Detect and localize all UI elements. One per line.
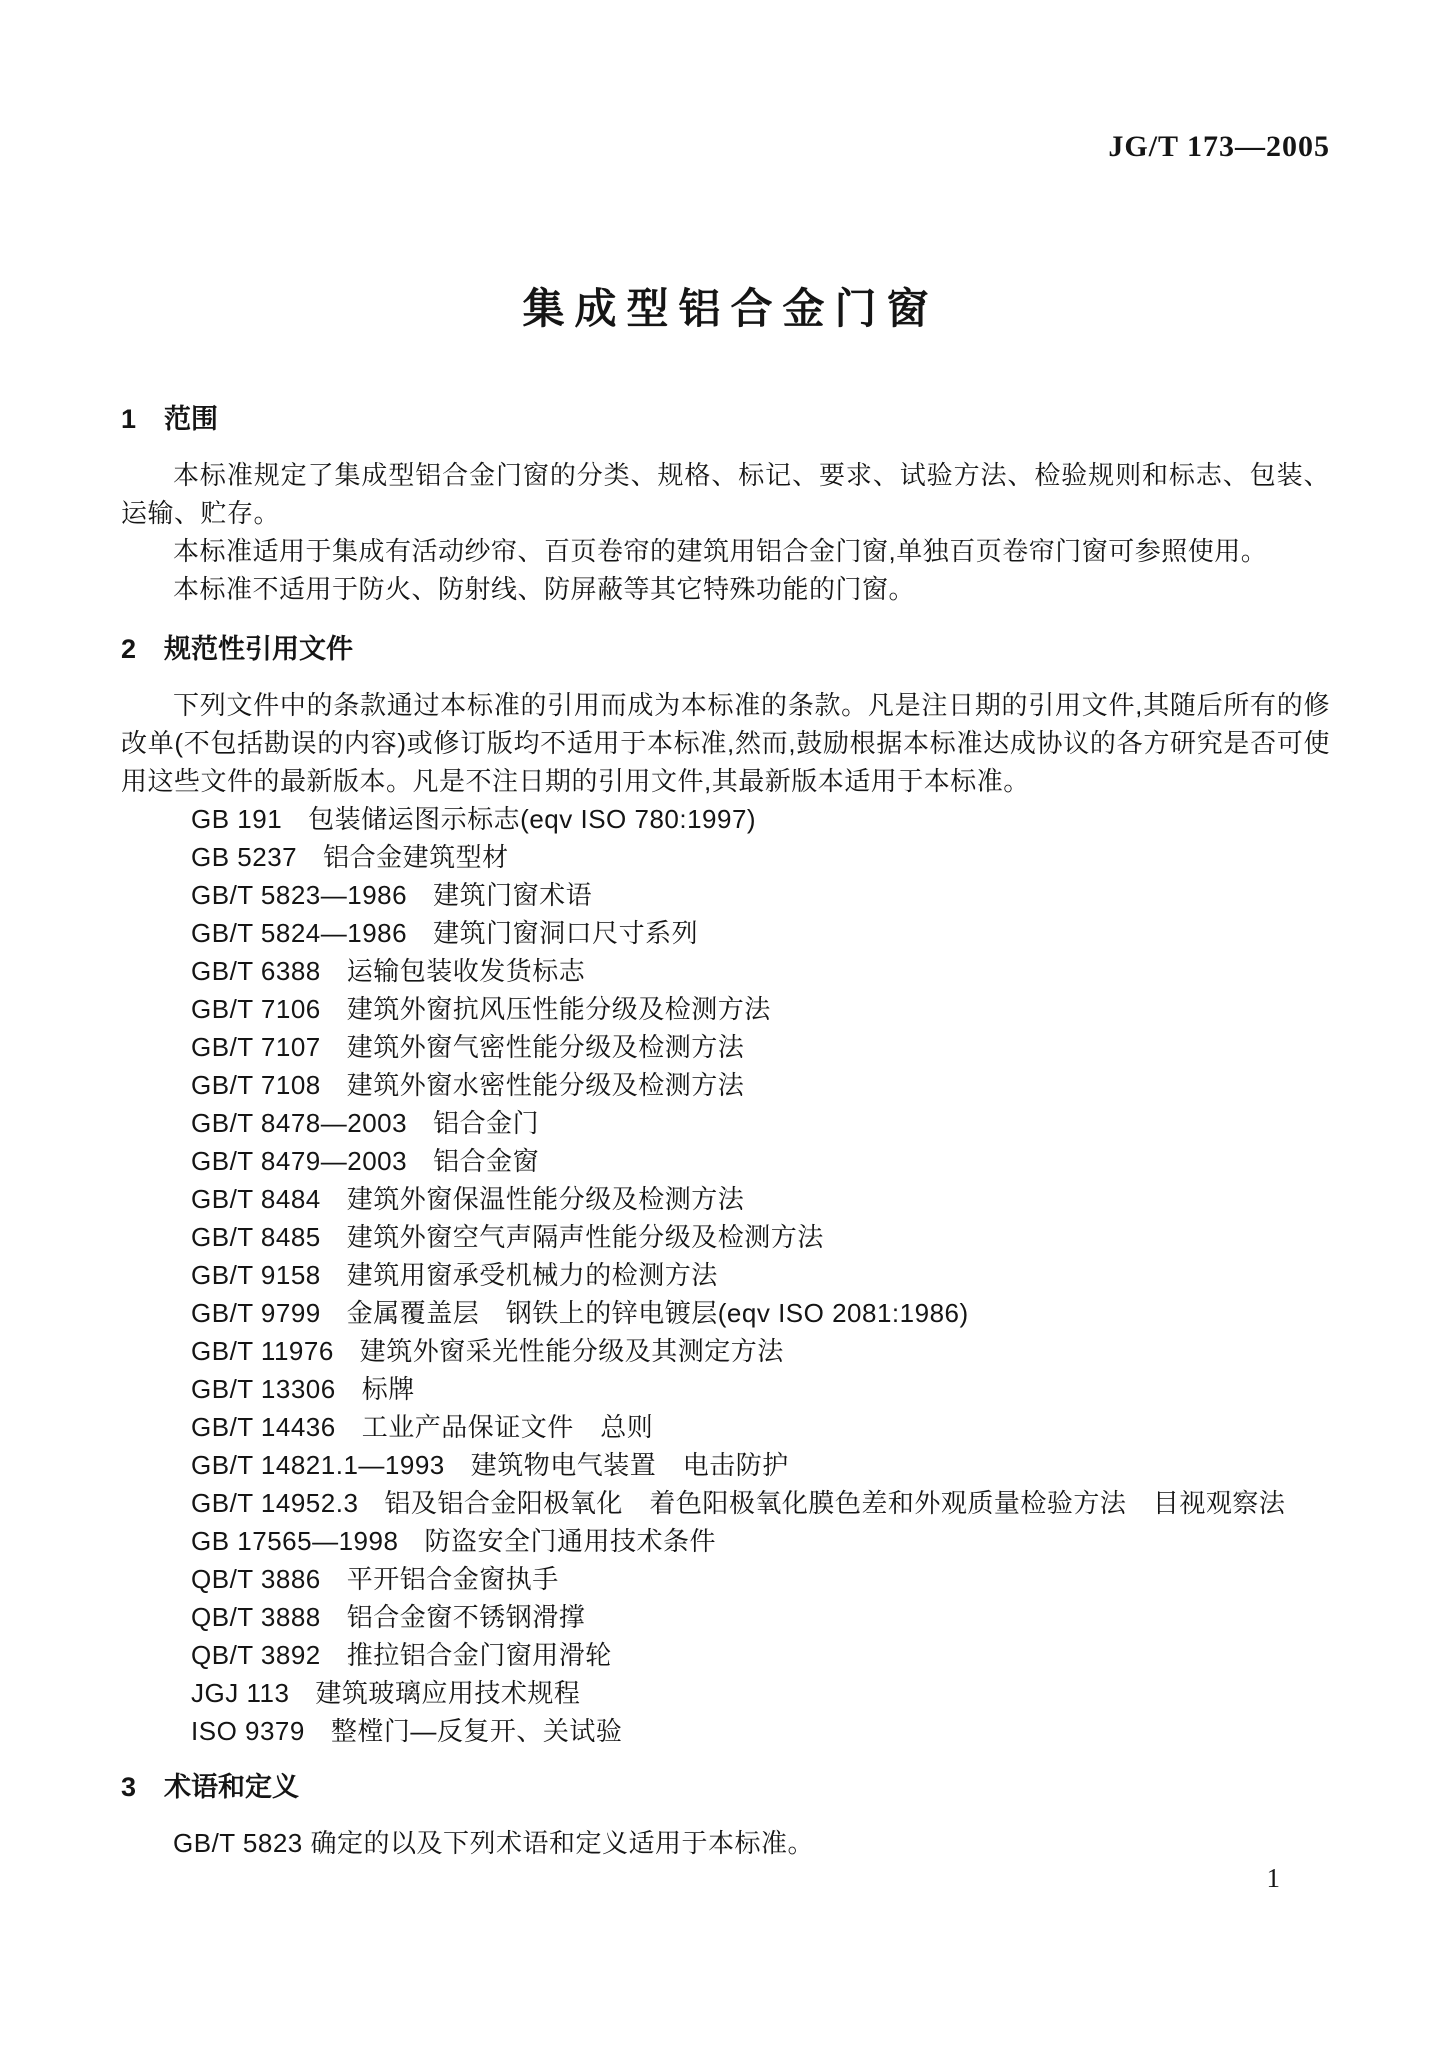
reference-title: 建筑外窗采光性能分级及其测定方法 [359, 1336, 784, 1366]
reference-code: GB/T 6388 [191, 956, 321, 986]
reference-code: GB 17565—1998 [191, 1526, 399, 1556]
reference-code: QB/T 3892 [191, 1640, 321, 1670]
reference-code: GB/T 7106 [191, 994, 321, 1024]
reference-title: 铝合金窗不锈钢滑撑 [346, 1602, 586, 1632]
reference-item [121, 1104, 1330, 1142]
reference-item [121, 1598, 1330, 1636]
reference-item [121, 1712, 1330, 1750]
reference-title: 推拉铝合金门窗用滑轮 [346, 1640, 612, 1670]
reference-code: GB/T 11976 [191, 1336, 334, 1366]
reference-item [121, 1674, 1330, 1712]
reference-code: QB/T 3888 [191, 1602, 321, 1632]
reference-item [121, 1332, 1330, 1370]
scope-paragraph: 本标准规定了集成型铝合金门窗的分类、规格、标记、要求、试验方法、检验规则和标志、包装、运输、贮存。 [121, 460, 1330, 528]
reference-item [121, 1142, 1330, 1180]
reference-title: 运输包装收发货标志 [346, 956, 586, 986]
reference-code: GB/T 5823—1986 [191, 880, 408, 910]
reference-item [121, 1256, 1330, 1294]
section-title: 范围 [164, 404, 219, 434]
reference-title: 建筑外窗水密性能分级及检测方法 [346, 1070, 745, 1100]
reference-item [121, 1560, 1330, 1598]
reference-code: GB/T 5824—1986 [191, 918, 408, 948]
reference-item [121, 876, 1330, 914]
reference-title: 铝合金窗 [433, 1146, 540, 1176]
reference-item [121, 1066, 1330, 1104]
scope-paragraph: 本标准不适用于防火、防射线、防屏蔽等其它特殊功能的门窗。 [173, 574, 916, 604]
reference-code: GB/T 14952.3 [191, 1488, 359, 1518]
reference-code: GB/T 8485 [191, 1222, 321, 1252]
reference-title: 铝合金门 [433, 1108, 540, 1138]
reference-title: 建筑玻璃应用技术规程 [315, 1678, 581, 1708]
section-number: 2 [121, 634, 137, 664]
reference-code: GB/T 7107 [191, 1032, 321, 1062]
references-list [121, 800, 1330, 1750]
reference-code: ISO 9379 [191, 1716, 305, 1746]
reference-title: 建筑外窗抗风压性能分级及检测方法 [346, 994, 771, 1024]
reference-code: GB 191 [191, 804, 283, 834]
references-intro: 下列文件中的条款通过本标准的引用而成为本标准的条款。凡是注日期的引用文件,其随后所有的修改单(不包括勘误的内容)或修订版均不适用于本标准,然而,鼓励根据本标准达成协议的各方研究是否可使用这些文件的最新版本。凡是不注日期的引用文件,其最新版本适用于本标准。 [121, 690, 1330, 796]
section-title: 规范性引用文件 [164, 634, 354, 664]
reference-code: GB/T 9799 [191, 1298, 321, 1328]
reference-item [121, 1408, 1330, 1446]
reference-code: JGJ 113 [191, 1678, 290, 1708]
reference-title: 建筑用窗承受机械力的检测方法 [346, 1260, 718, 1290]
reference-item [121, 914, 1330, 952]
section-title: 术语和定义 [164, 1772, 300, 1802]
reference-title: 防盗安全门通用技术条件 [424, 1526, 716, 1556]
reference-code: GB/T 14436 [191, 1412, 336, 1442]
reference-code: GB/T 9158 [191, 1260, 321, 1290]
reference-item [121, 1180, 1330, 1218]
reference-title: 铝及铝合金阳极氧化 着色阳极氧化膜色差和外观质量检验方法 目视观察法 [384, 1488, 1286, 1518]
reference-item [121, 1218, 1330, 1256]
reference-item [121, 1294, 1330, 1332]
reference-code: GB/T 7108 [191, 1070, 321, 1100]
reference-title: 工业产品保证文件 总则 [361, 1412, 654, 1442]
reference-item [121, 1446, 1330, 1484]
reference-code: GB/T 8484 [191, 1184, 321, 1214]
section-number: 1 [121, 404, 137, 434]
reference-title: 建筑外窗气密性能分级及检测方法 [346, 1032, 745, 1062]
page-content [0, 128, 1448, 1862]
reference-item [121, 1522, 1330, 1560]
reference-code: QB/T 3886 [191, 1564, 321, 1594]
reference-item [121, 952, 1330, 990]
page-number: 1 [1266, 1863, 1280, 1893]
reference-code: GB/T 13306 [191, 1374, 336, 1404]
reference-title: 建筑外窗保温性能分级及检测方法 [346, 1184, 745, 1214]
reference-code: GB/T 14821.1—1993 [191, 1450, 445, 1480]
reference-title: 建筑门窗洞口尺寸系列 [433, 918, 699, 948]
reference-item [121, 838, 1330, 876]
reference-item [121, 1370, 1330, 1408]
reference-title: 平开铝合金窗执手 [346, 1564, 559, 1594]
reference-title: 包装储运图示标志(eqv ISO 780:1997) [308, 804, 757, 834]
reference-title: 建筑外窗空气声隔声性能分级及检测方法 [346, 1222, 824, 1252]
standard-number-header: JG/T 173—2005 [1108, 130, 1330, 163]
document-title: 集成型铝合金门窗 [522, 285, 939, 332]
reference-code: GB 5237 [191, 842, 298, 872]
reference-code: GB/T 8478—2003 [191, 1108, 408, 1138]
reference-code: GB/T 8479—2003 [191, 1146, 408, 1176]
reference-title: 金属覆盖层 钢铁上的锌电镀层(eqv ISO 2081:1986) [346, 1298, 969, 1328]
reference-title: 整樘门—反复开、关试验 [330, 1716, 623, 1746]
reference-title: 建筑门窗术语 [433, 880, 593, 910]
scope-paragraph: 本标准适用于集成有活动纱帘、百页卷帘的建筑用铝合金门窗,单独百页卷帘门窗可参照使用。 [173, 536, 1268, 566]
section-heading-references [121, 630, 1330, 668]
reference-item [121, 1484, 1330, 1522]
reference-item [121, 1636, 1330, 1674]
reference-item [121, 990, 1330, 1028]
reference-item [121, 1028, 1330, 1066]
section-number: 3 [121, 1772, 137, 1802]
section-heading-terms [121, 1768, 1330, 1806]
section-heading-scope [121, 400, 1330, 438]
reference-item [121, 800, 1330, 838]
reference-title: 铝合金建筑型材 [323, 842, 509, 872]
reference-title: 建筑物电气装置 电击防护 [470, 1450, 789, 1480]
terms-paragraph: GB/T 5823 确定的以及下列术语和定义适用于本标准。 [173, 1828, 814, 1858]
reference-title: 标牌 [361, 1374, 415, 1404]
